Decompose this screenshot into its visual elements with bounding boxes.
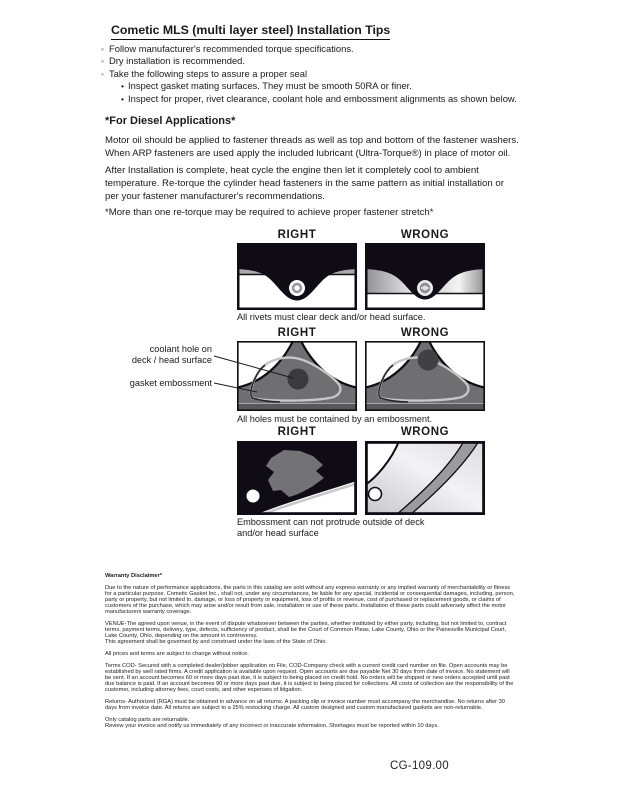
tip-text: Dry installation is recommended. <box>109 55 245 67</box>
circle-bullet-icon: ◦ <box>101 44 105 54</box>
document-code: CG-109.00 <box>390 760 449 772</box>
tips-list <box>101 43 525 105</box>
embossment-contain-right-svg <box>237 341 357 411</box>
list-item <box>101 43 525 55</box>
protrusion-wrong-diagram <box>365 441 485 515</box>
figure1-wrong-label: WRONG <box>400 229 450 241</box>
coolant-hole-annotation <box>40 344 212 365</box>
embossment-contain-wrong-svg <box>365 341 485 411</box>
protrusion-right-diagram <box>237 441 357 515</box>
annotation-line: deck / head surface <box>131 354 212 365</box>
dot-bullet-icon: • <box>121 81 125 92</box>
embossment-contain-right-diagram <box>237 341 357 411</box>
terms-paragraph: Terms COD- Secured with a completed dealer/jobber application on File, COD-Company check with a current credit card number on file. Open accounts may be established by well rated firms. A credit application is available upon request. Open accounts are due payable Net 30 days from date of invoice. No statement will be sent. If an account becomes 60 or more days past due, it is subject to being placed on credit hold. No orders will be shipped or new orders accepted until past due balance is paid. If an account becomes 90 or more days past due, it is subject to being placed for collections. All costs of collection are the responsibility of the customer, including attorney fees, court costs, and other expenses of litigation. <box>105 663 514 693</box>
figure1-right-label: RIGHT <box>277 229 317 241</box>
figure2-caption: All holes must be contained by an embossment. <box>237 414 433 424</box>
rivet-clear-right-svg <box>237 243 357 310</box>
figures-section <box>0 228 618 563</box>
page-title-text: Cometic MLS (multi layer steel) Installation Tips <box>111 23 390 40</box>
coolant-hole <box>418 350 439 371</box>
list-item <box>101 80 525 92</box>
diesel-paragraph-2: After Installation is complete, heat cycle the engine then let it completely cool to ambient temperature. Re-torque the cylinder head fasteners in the same pattern as initial installation or per your fastener manufacturer's recommendations. <box>105 165 504 202</box>
catalog-parts-line: Only catalog parts are returnable. <box>105 717 190 723</box>
annotation-line: coolant hole on <box>149 344 212 354</box>
circle-bullet-icon: ◦ <box>101 56 105 67</box>
figure2-wrong-label: WRONG <box>400 327 450 339</box>
dot-bullet-icon: • <box>121 93 125 104</box>
prices-line: All prices and terms are subject to change without notice. <box>105 651 249 657</box>
tip-text: Inspect gasket mating surfaces. They must be smooth 50RA or finer. <box>128 80 412 92</box>
coolant-hole <box>288 369 309 390</box>
figure1-caption: All rivets must clear deck and/or head surface. <box>237 312 426 322</box>
rivet-clear-wrong-svg <box>365 243 485 310</box>
circle-bullet-icon: ◦ <box>101 68 105 79</box>
page-title <box>111 23 390 40</box>
list-item <box>101 93 525 105</box>
gasket-embossment-annotation: gasket embossment <box>129 378 212 388</box>
tip-text: Inspect for proper, rivet clearance, coolant hole and embossment alignments as shown below. <box>128 92 517 104</box>
governed-line: This agreement shall be governed by and construed under the laws of the State of Ohio. <box>105 639 327 645</box>
embossment-contain-wrong-diagram <box>365 341 485 411</box>
retorque-note: *More than one re-torque may be required to achieve proper fastener stretch* <box>105 207 434 218</box>
bolt-hole <box>247 490 260 503</box>
rivet-clear-wrong-diagram <box>365 243 485 310</box>
tip-text: Take the following steps to assure a proper seal <box>109 67 308 79</box>
rivet-clear-right-diagram <box>237 243 357 310</box>
protrusion-wrong-svg <box>365 441 485 515</box>
warranty-paragraph: Due to the nature of performance applications, the parts in this catalog are sold without any express warranty or any implied warranty of merchantability or fitness for a particular purpose. Cometic Gasket Inc., shall not, under any circumstances, be liable for any special, incidental or consequential damages, including, person, party or property, but not limited to, damage, or loss of property or equipment, loss of profits or revenue, cost of purchased or replacement goods, or claims of customers of the purchase, which may arise and/or result from sale, installation or use of these parts. Installation of these parts could adversely affect the motor manufacturers warranty coverage. <box>105 585 515 615</box>
returns-paragraph: Returns- Authorized (RGA) must be obtained in advance on all returns. A packing slip or invoice number must accompany the merchandise. No returns after 30 days from invoice date. All returns are subject to a 25% restocking charge. All custom designed and custom manufactured gaskets are non-returnable. <box>105 699 505 711</box>
venue-paragraph: VENUE-The agreed upon venue, in the event of dispute whatsoever between the parties, whether instituted by either party, including, but not limited to, contract terms, payment terms, delivery, type, defects, sufficiency of product, shall be the Court of Common Pleas, Lake County, Ohio or the Painesville Municipal Court, Lake County, Ohio, depending on the amount in controversy. <box>105 621 507 639</box>
diesel-section-heading: *For Diesel Applications* <box>105 115 236 127</box>
protrusion-right-svg <box>237 441 357 515</box>
bolt-hole <box>369 488 382 501</box>
review-invoice-line: Review your invoice and notify us immediately of any incorrect or inaccurate information. Shortages must be reported within 10 days. <box>105 723 439 729</box>
tip-text: Follow manufacturer's recommended torque specifications. <box>109 43 354 54</box>
figure3-right-label: RIGHT <box>277 426 317 438</box>
legal-disclaimer <box>105 573 517 729</box>
rivet-icon <box>417 280 433 296</box>
rivet-icon <box>289 280 305 296</box>
figure3-wrong-label: WRONG <box>400 426 450 438</box>
list-item <box>101 55 525 67</box>
disclaimer-heading: Warranty Disclaimer* <box>105 573 163 579</box>
diesel-paragraph-1: Motor oil should be applied to fastener threads as well as top and bottom of the fastener washers. When ARP fasteners are used apply the included lubricant (Ultra-Torque®) in place of motor oil. <box>105 135 519 159</box>
figure3-caption: Embossment can not protrude outside of deck and/or head surface <box>237 517 425 539</box>
list-item <box>101 68 525 80</box>
figure2-right-label: RIGHT <box>277 327 317 339</box>
